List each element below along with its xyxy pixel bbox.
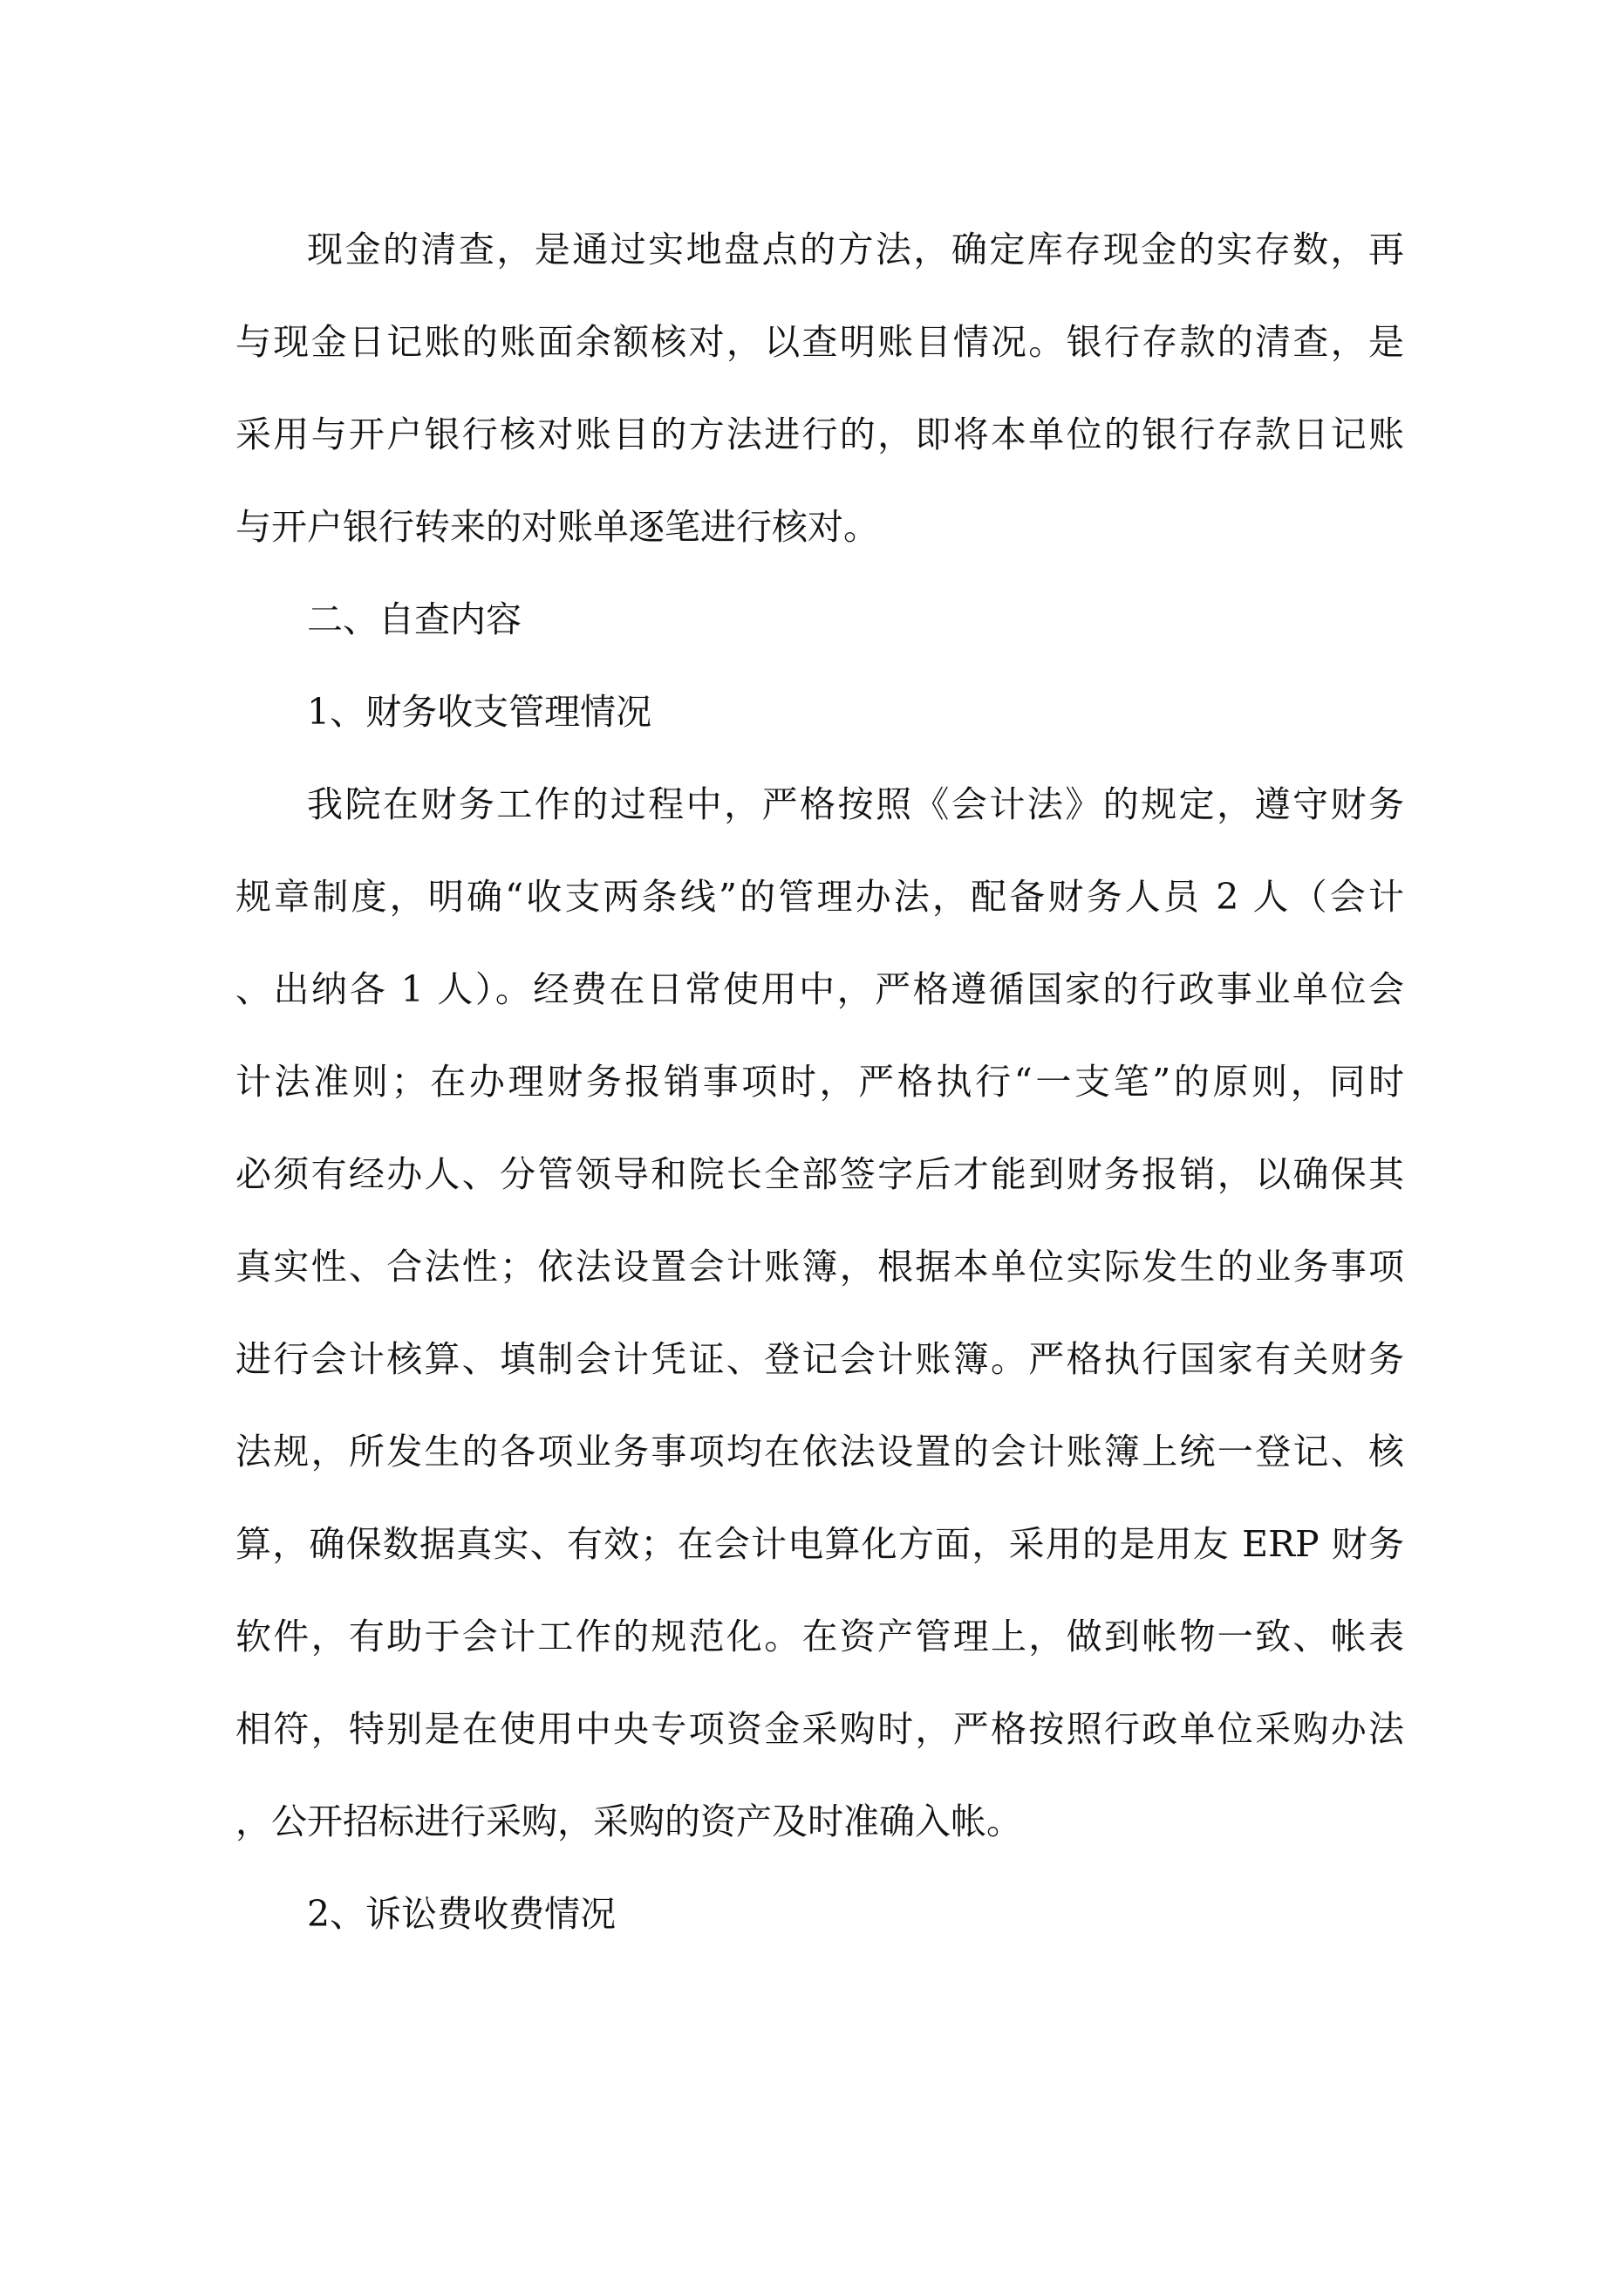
text-line: 进行会计核算、填制会计凭证、登记会计账簿。严格执行国家有关财务 bbox=[235, 1338, 1404, 1380]
subsection-heading bbox=[235, 1879, 1404, 1971]
text-line: 算，确保数据真实、有效；在会计电算化方面，采用的是用友 ERP 财务 bbox=[235, 1523, 1404, 1565]
heading-text: 1、财务收支管理情况 bbox=[307, 691, 652, 733]
subsection-heading bbox=[235, 677, 1404, 769]
paragraph-financial-management bbox=[235, 769, 1404, 1879]
heading-text: 2、诉讼费收费情况 bbox=[307, 1893, 617, 1935]
text-line: 与现金日记账的账面余额核对，以查明账目情况。银行存款的清查，是 bbox=[235, 321, 1404, 363]
text-line: ，公开招标进行采购，采购的资产及时准确入帐。 bbox=[235, 1801, 1022, 1842]
paragraph-cash-audit bbox=[235, 215, 1404, 584]
document-body bbox=[235, 215, 1404, 1971]
text-line: 法规，所发生的各项业务事项均在依法设置的会计账簿上统一登记、核 bbox=[235, 1431, 1404, 1473]
text-line: 相符，特别是在使用中央专项资金采购时，严格按照行政单位采购办法 bbox=[235, 1708, 1404, 1750]
text-line: 、出纳各 1 人）。经费在日常使用中，严格遵循国家的行政事业单位会 bbox=[235, 968, 1404, 1010]
text-line: 真实性、合法性；依法设置会计账簿，根据本单位实际发生的业务事项 bbox=[235, 1246, 1404, 1288]
heading-text: 二、自查内容 bbox=[307, 598, 522, 640]
text-line: 我院在财务工作的过程中，严格按照《会计法》的规定，遵守财务 bbox=[307, 783, 1404, 825]
text-line: 现金的清查，是通过实地盘点的方法，确定库存现金的实存数，再 bbox=[307, 229, 1404, 270]
text-line: 采用与开户银行核对账目的方法进行的，即将本单位的银行存款日记账 bbox=[235, 413, 1404, 455]
text-line: 规章制度，明确“收支两条线”的管理办法，配备财务人员 2 人（会计 bbox=[235, 876, 1404, 918]
text-line: 与开户银行转来的对账单逐笔进行核对。 bbox=[235, 506, 879, 548]
text-line: 计法准则；在办理财务报销事项时，严格执行“一支笔”的原则，同时 bbox=[235, 1061, 1404, 1103]
text-line: 必须有经办人、分管领导和院长全部签字后才能到财务报销，以确保其 bbox=[235, 1153, 1404, 1195]
section-heading bbox=[235, 584, 1404, 677]
text-line: 软件，有助于会计工作的规范化。在资产管理上，做到帐物一致、帐表 bbox=[235, 1616, 1404, 1657]
